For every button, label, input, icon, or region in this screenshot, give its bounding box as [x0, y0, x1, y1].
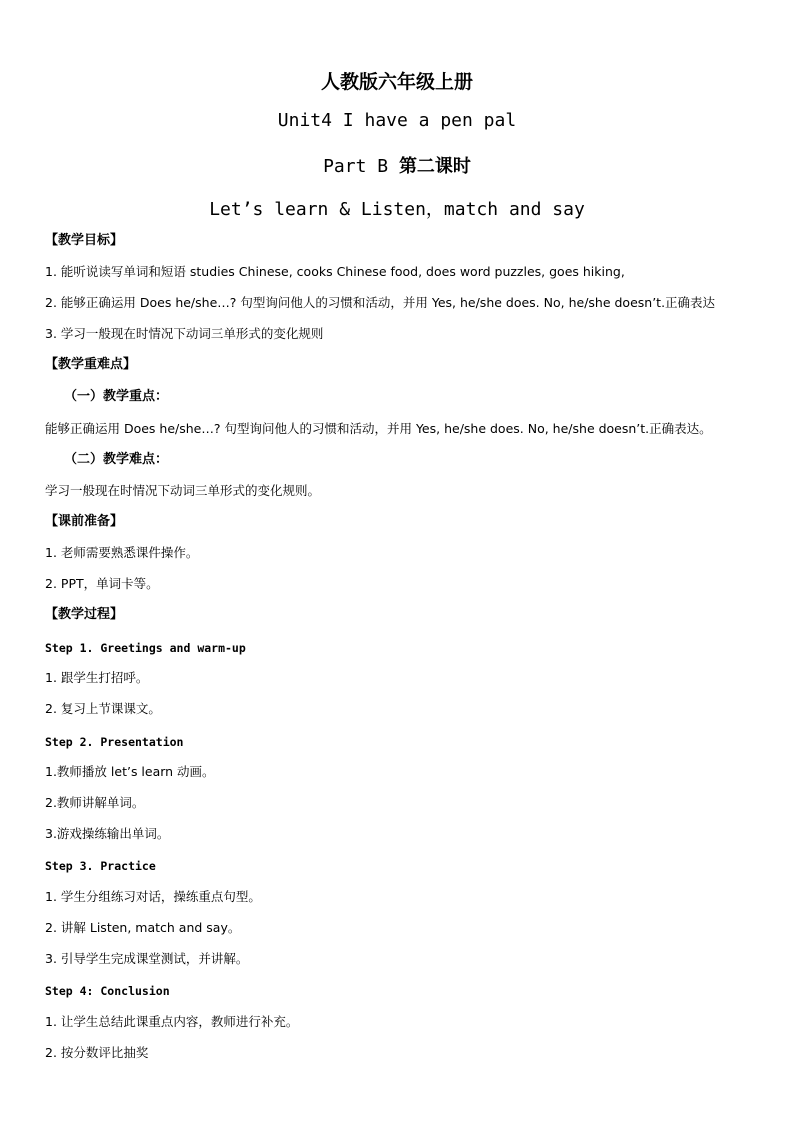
document-title: 人教版六年级上册	[320, 71, 473, 93]
part-title	[0, 152, 794, 178]
step-item: 1. 让学生总结此课重点内容，教师进行补充。	[45, 1014, 299, 1029]
lesson-period: 第二课时	[398, 156, 471, 177]
step-title: Step 3. Practice	[45, 859, 156, 873]
unit-title: Unit4 I have a pen pal	[277, 110, 517, 131]
process-heading: 【教学过程】	[45, 607, 124, 622]
step-item: 3.游戏操练输出单词。	[45, 826, 170, 841]
step-item: 3. 引导学生完成课堂测试，并讲解。	[45, 951, 249, 966]
key-points-heading: 【教学重难点】	[45, 357, 137, 372]
difficulty-text: 学习一般现在时情况下动词三单形式的变化规则。	[45, 483, 321, 498]
step-title: Step 1. Greetings and warm-up	[45, 641, 246, 655]
step-item: 1. 学生分组练习对话，操练重点句型。	[45, 889, 261, 904]
preparation-heading: 【课前准备】	[45, 514, 124, 529]
difficulty-heading: （二）教学难点：	[64, 452, 169, 467]
objective-item: 2. 能够正确运用 Does he/she…? 句型询问他人的习惯和活动，并用 Yes, he/she does. No, he/she doesn’t.正确表达	[45, 295, 716, 310]
lesson-title: Let’s learn & Listen，match and say	[209, 199, 585, 220]
focus-heading: （一）教学重点：	[64, 389, 169, 404]
objectives-heading: 【教学目标】	[45, 233, 124, 248]
step-item: 2. 讲解 Listen, match and say。	[45, 920, 241, 935]
objective-item: 1. 能听说读写单词和短语 studies Chinese, cooks Chinese food, does word puzzles, goes hiking,	[45, 264, 625, 279]
step-title: Step 4: Conclusion	[45, 984, 170, 998]
step-item: 1. 跟学生打招呼。	[45, 670, 149, 685]
step-title: Step 2. Presentation	[45, 735, 184, 749]
objective-item: 3. 学习一般现在时情况下动词三单形式的变化规则	[45, 326, 324, 341]
step-item: 1.教师播放 let’s learn 动画。	[45, 764, 215, 779]
step-item: 2. 复习上节课课文。	[45, 701, 161, 716]
focus-text: 能够正确运用 Does he/she…? 句型询问他人的习惯和活动，并用 Yes, he/she does. No, he/she doesn’t.正确表达。	[45, 421, 712, 436]
step-item: 2. 按分数评比抽奖	[45, 1045, 149, 1060]
step-item: 2.教师讲解单词。	[45, 795, 145, 810]
preparation-item: 1. 老师需要熟悉课件操作。	[45, 545, 199, 560]
part-label: Part B	[323, 156, 389, 177]
preparation-item: 2. PPT，单词卡等。	[45, 576, 159, 591]
